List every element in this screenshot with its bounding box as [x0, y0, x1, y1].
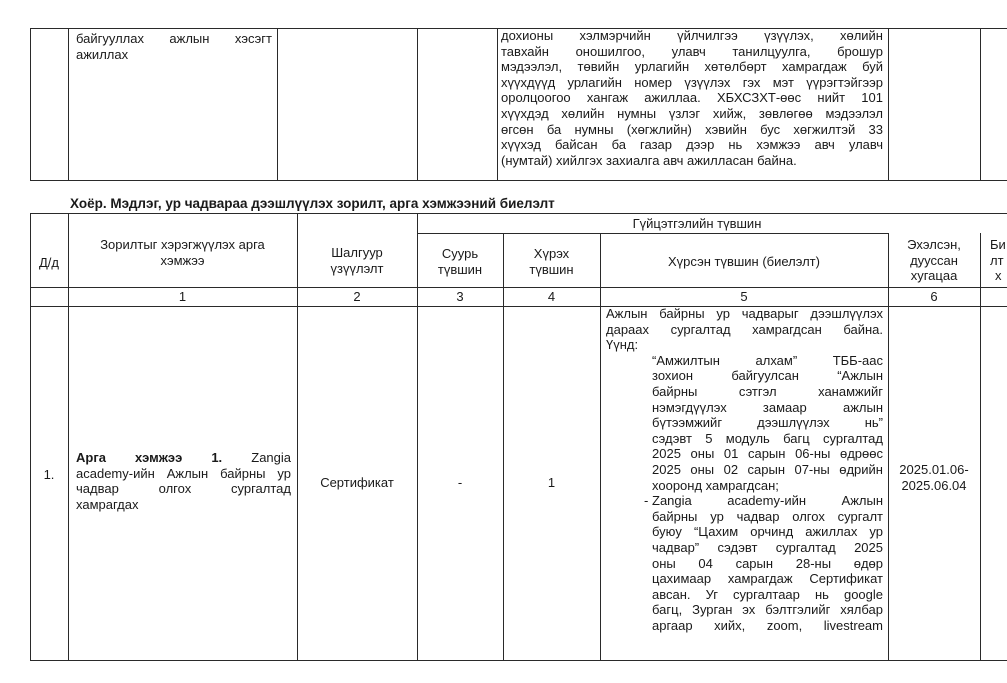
text-line: байрны ур чадвар олгох сургалт [652, 508, 883, 524]
column-number: 2 [353, 289, 361, 304]
text-line: зохион байгуулсан “Ажлын [652, 368, 883, 384]
text-line: багц, Зурган эх бэлтгэлийг хялбар [652, 602, 883, 618]
header-base [417, 246, 503, 277]
result-cell [606, 306, 883, 659]
header-target [503, 246, 600, 277]
header-line: хэмжээ [160, 252, 205, 268]
header-task [68, 237, 297, 268]
table-border [30, 213, 1007, 214]
text-line: оны 04 сарын 28-ны өдөр [652, 555, 883, 571]
text-line: буюу “Цахим орчинд ажиллах ур [652, 524, 883, 540]
header-criteria [297, 245, 417, 276]
base-level-value: - [457, 475, 463, 490]
table-border [297, 213, 298, 661]
top-result-cell [501, 28, 883, 168]
text-line: хамрагдах [76, 496, 139, 512]
text-line: дараах сургалтад хамрагдсан байна. [606, 321, 883, 337]
text-line: оролцоогоо хангаж ажиллаа. ХБХСЗХТ-өөс нийт 101 [501, 90, 883, 106]
table-border [68, 28, 69, 181]
dates-value [888, 462, 980, 493]
result-bullet-1 [606, 353, 883, 493]
table-border [417, 28, 418, 181]
column-number: 3 [456, 289, 464, 304]
text-line: байрны сэтгэл ханамжийг [652, 383, 883, 399]
header-line: Суурь [441, 246, 479, 261]
header-line: Хүрэх [533, 246, 570, 261]
table-border [277, 28, 278, 181]
text-line: Ажлын байрны ур чадварыг дээшлүүлэх [606, 306, 883, 321]
text-line: тавхайн оношилгоо, улавч танилцуулга, брошур [501, 43, 883, 59]
text-line: аргаар хийх, zoom, livestream [652, 617, 883, 633]
text-line: Үүнд: [606, 337, 639, 353]
table-border [497, 28, 498, 181]
text-line [76, 450, 291, 466]
header-line: түвшин [529, 261, 574, 277]
text-line: “Амжилтын алхам” ТББ-аас [652, 352, 883, 368]
text-line: бүтээмжийг дээшлүүлэх нь” [652, 415, 883, 431]
header-line: лт [990, 252, 1004, 268]
task-bold-label: Арга хэмжээ 1. [76, 450, 223, 465]
target-level-value: 1 [547, 475, 556, 490]
header-line: Зорилтыг хэрэгжүүлэх арга [100, 237, 265, 252]
text-line: 2025 оны 01 сарын 06-ны өдрөөс [652, 446, 883, 462]
row-number: 1. [43, 467, 55, 482]
text-line: чадвар олгох сургалтад [76, 481, 291, 497]
row-task-cell [76, 450, 291, 512]
column-number: 6 [930, 289, 938, 304]
header-line: Шалгуур [331, 245, 383, 260]
text-line: мэдээлэл, төвийн урлагийн хөтөлбөрт хамрагдаж буй [501, 59, 883, 75]
text-line: хүүхдүүд урлагийн номер үзүүлэх гэх мэт үүрэгтэйгээр [501, 74, 883, 90]
table-border [68, 213, 69, 661]
table-border [417, 233, 889, 234]
criteria-value: Сертификат [320, 475, 394, 490]
text-line: нэмэгдүүлэх замаар ажлын [652, 399, 883, 415]
header-line: хугацаа [910, 268, 958, 284]
task-text: Zangia [251, 450, 291, 465]
column-number: 5 [740, 289, 748, 304]
header-line: үзүүлэлт [330, 260, 384, 276]
header-no: Д/д [38, 255, 59, 270]
text-line: авсан. Уг сургалтаар нь google [652, 586, 883, 602]
header-result: Хүрсэн түвшин (биелэлт) [668, 254, 820, 269]
text-line: Zangia academy-ийн Ажлын [652, 493, 883, 509]
text-line: 2025.01.06- [899, 462, 969, 477]
header-line: Би [990, 237, 1006, 252]
table-border [980, 28, 981, 181]
text-line: 2025.06.04 [901, 477, 967, 493]
text-line: хүүхэд байсан ба газар дээр нь хэмжээ авч улавч [501, 137, 883, 153]
text-line: хооронд хамрагдсан; [652, 477, 779, 493]
text-line: дохионы хэлмэрчийн үйлчилгээ үзүүлэх, хөлийн [501, 28, 883, 43]
header-line: түвшин [437, 261, 483, 277]
table-border [30, 213, 31, 661]
text-line: байгууллах ажлын хэсэгт [76, 31, 272, 46]
result-bullet-2 [606, 493, 883, 633]
table-border [30, 28, 31, 181]
table-border [30, 287, 1007, 288]
table-border [888, 28, 889, 181]
text-line: 2025 оны 02 сарын 07-ны өдрийн [652, 461, 883, 477]
table-border [980, 233, 981, 661]
table-border [417, 213, 418, 661]
text-line: academy-ийн Ажлын байрны ур [76, 465, 291, 481]
header-line: х [995, 268, 1002, 284]
text-line: өгсөн ба нумны (хөгжлийн) хэвийн бус хөгжилтэй 33 [501, 121, 883, 137]
header-dates [888, 237, 980, 284]
text-line: хүүхдэд хөлийн нумны үзлэг хийж, зөвлөгөө мэдээлэл [501, 105, 883, 121]
top-task-cell [76, 31, 272, 62]
header-line: дууссан [910, 252, 958, 268]
text-line: цахимаар хамрагдаж Сертификат [652, 571, 883, 587]
text-line: сэдэвт 5 модуль багц сургалтад [652, 430, 883, 446]
header-level-group: Гүйцэтгэлийн түвшин [632, 216, 762, 231]
bullet-dash-icon: - [644, 493, 649, 509]
header-cut-column [990, 237, 1007, 284]
column-number: 4 [547, 289, 556, 304]
section-title: Хоёр. Мэдлэг, ур чадвараа дээшлүүлэх зорилт, арга хэмжээний биелэлт [70, 196, 555, 211]
table-border [30, 660, 1007, 661]
text-line: ажиллах [76, 46, 129, 62]
header-line: Эхэлсэн, [907, 237, 961, 252]
text-line: (нумтай) хийлгэх захиалга авч ажилласан байна. [501, 152, 797, 168]
column-number: 1 [178, 289, 187, 304]
table-border [30, 180, 1007, 181]
text-line: чадвар” сэдэвт сургалтад 2025 [652, 539, 883, 555]
